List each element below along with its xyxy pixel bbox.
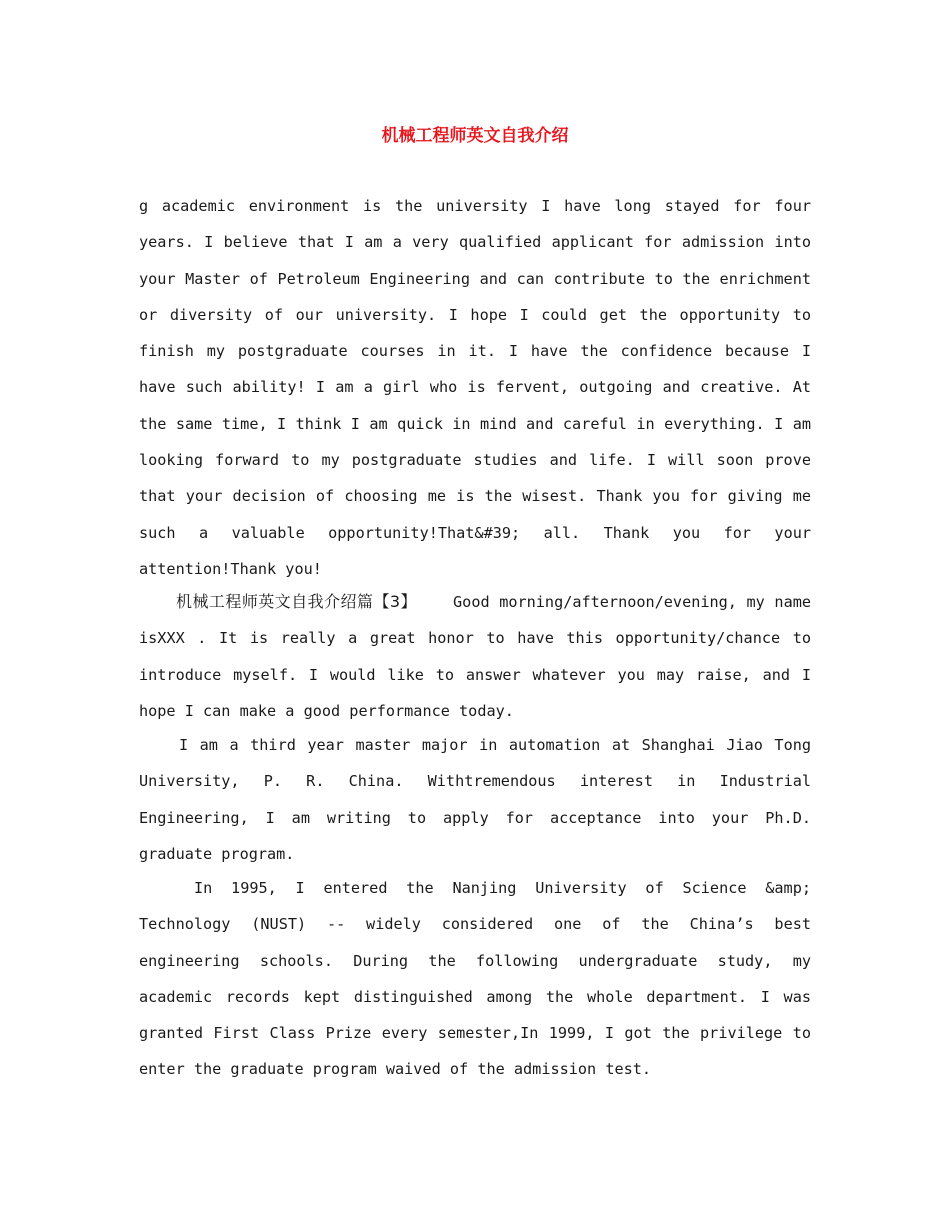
paragraph-2 (139, 584, 811, 729)
paragraph-1: g academic environment is the university I have long stayed for four years. I believe that I am a very qualified applicant for admission into your Master of Petroleum Engineering and can contribute to the enrichment or diversity of our university. I hope I could get the opportunity to finish my postgraduate courses in it. I have the confidence because I have such ability! I am a girl who is fervent, outgoing and creative. At the same time, I think I am quick in mind and careful in everything. I am looking forward to my postgraduate studies and life. I will soon prove that your decision of choosing me is the wisest. Thank you for giving me such a valuable opportunity!That&#39; all. Thank you for your attention!Thank you! (139, 197, 811, 578)
section-heading: 机械工程师英文自我介绍篇【3】 (176, 592, 418, 611)
paragraph-2-text: Good morning/afternoon/evening, my name isXXX . It is really a great honor to have this opportunity/chance to introduce myself. I would like to answer whatever you may raise, and I hope I can make a good performance today. (139, 593, 812, 720)
document-title: 机械工程师英文自我介绍 (381, 126, 569, 146)
paragraph-4: In 1995, I entered the Nanjing University of Science &amp; Technology (NUST) -- widely considered one of the China’s best engineering schools. During the following undergraduate study, my academic records kept distinguished among the whole department. I was granted First Class Prize every semester,In 1999, I got the privilege to enter the graduate program waived of the admission test. (139, 879, 811, 1079)
paragraph-3: I am a third year master major in automation at Shanghai Jiao Tong University, P. R. China. Withtremendous interest in Industrial Engineering, I am writing to apply for acceptance into your Ph.D. graduate program. (139, 736, 811, 863)
